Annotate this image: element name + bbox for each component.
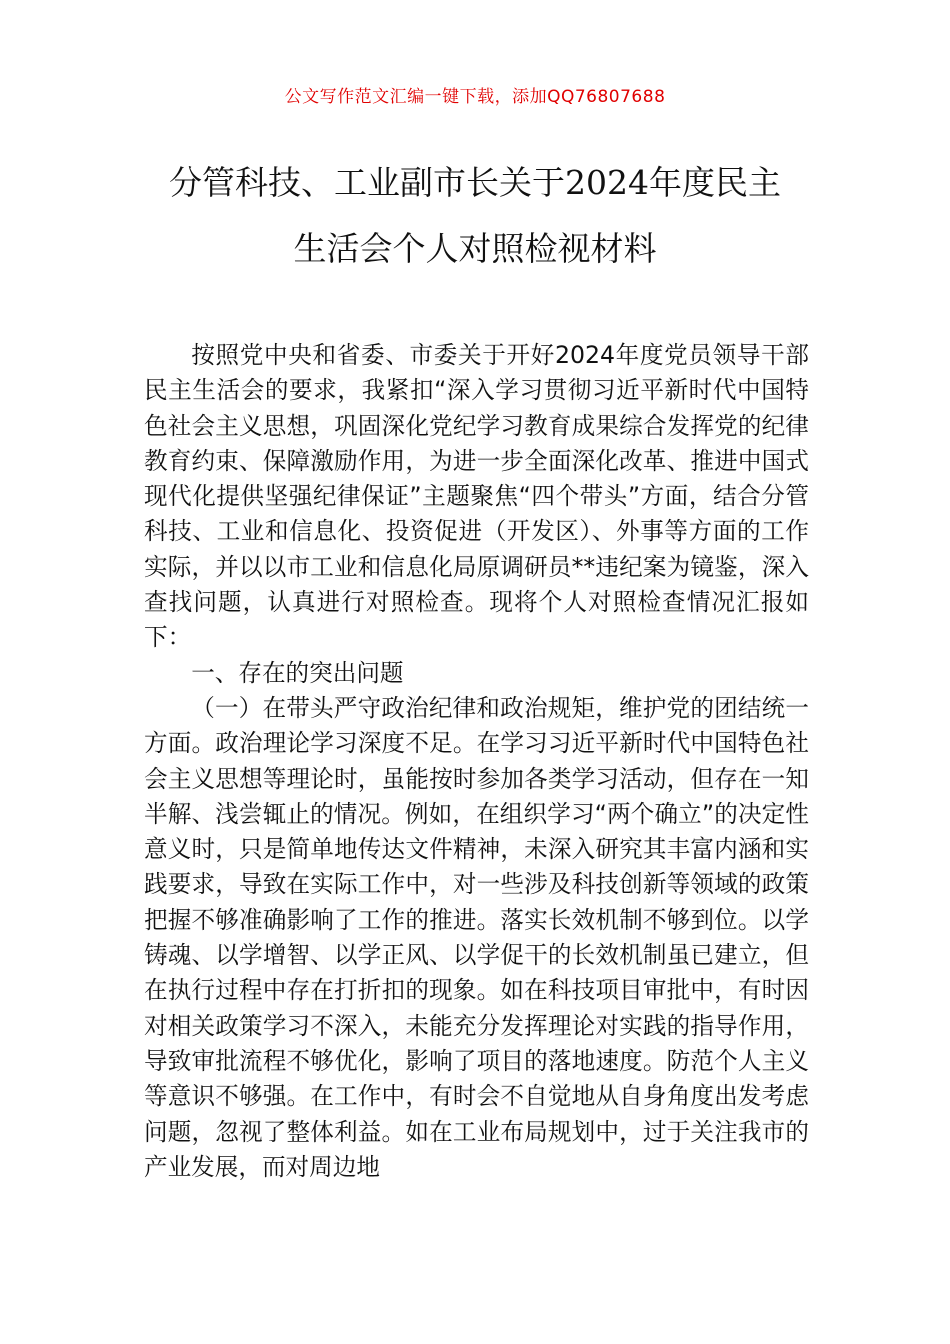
document-body (144, 338, 809, 1185)
intro-paragraph: 按照党中央和省委、市委关于开好2024年度党员领导干部民主生活会的要求，我紧扣“深入学习贯彻习近平新时代中国特色社会主义思想，巩固深化党纪学习教育成果综合发挥党的纪律教育约束、保障激励作用，为进一步全面深化改革、推进中国式现代化提供坚强纪律保证”主题聚焦“四个带头”方面，结合分管科技、工业和信息化、投资促进（开发区）、外事等方面的工作实际，并以以市工业和信息化局原调研员**违纪案为镜鉴，深入查找问题，认真进行对照检查。现将个人对照检查情况汇报如下： (144, 341, 809, 652)
document-title (110, 150, 840, 282)
section-paragraph: （一）在带头严守政治纪律和政治规矩，维护党的团结统一方面。政治理论学习深度不足。在学习习近平新时代中国特色社会主义思想等理论时，虽能按时参加各类学习活动，但存在一知半解、浅尝辄止的情况。例如，在组织学习“两个确立”的决定性意义时，只是简单地传达文件精神，未深入研究其丰富内涵和实践要求，导致在实际工作中，对一些涉及科技创新等领域的政策把握不够准确影响了工作的推进。落实长效机制不够到位。以学铸魂、以学增智、以学正风、以学促干的长效机制虽已建立，但在执行过程中存在打折扣的现象。如在科技项目审批中，有时因对相关政策学习不深入，未能充分发挥理论对实践的指导作用，导致审批流程不够优化，影响了项目的落地速度。防范个人主义等意识不够强。在工作中，有时会不自觉地从自身角度出发考虑问题，忽视了整体利益。如在工业布局规划中，过于关注我市的产业发展，而对周边地 (144, 693, 809, 1181)
title-line-1: 分管科技、工业副市长关于2024年度民主 (169, 163, 781, 202)
download-watermark: 公文写作范文汇编一键下载，添加QQ76807688 (284, 87, 666, 107)
title-line-2: 生活会个人对照检视材料 (293, 229, 657, 268)
section-heading: 一、存在的突出问题 (191, 658, 404, 687)
